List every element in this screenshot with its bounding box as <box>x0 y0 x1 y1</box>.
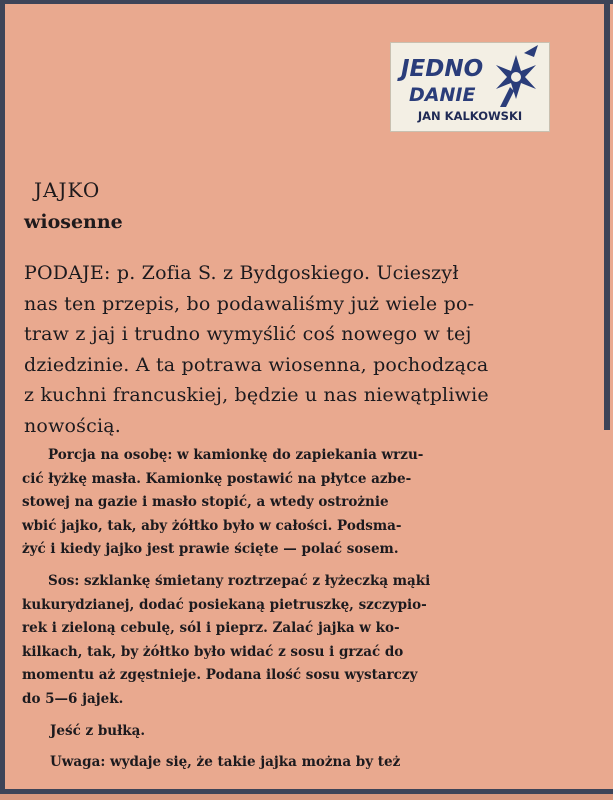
article-title: JAJKO <box>34 178 101 202</box>
article-subtitle: wiosenne <box>24 211 123 233</box>
logo-author: JAN KALKOWSKI <box>417 109 523 123</box>
lead-line: z kuchni francuskiej, będzie u nas niewątpliwie <box>24 384 489 406</box>
frame-top-border <box>0 0 613 4</box>
lead-line: dziedzinie. A ta potrawa wiosenna, pochodząca <box>24 353 489 376</box>
lead-line: nowością. <box>24 414 122 437</box>
sauce-line: kukurydzianej, dodać posiekaną pietruszkę, szczypio- <box>22 596 427 613</box>
lead-line: nas ten przepis, bo podawaliśmy już wiele po- <box>24 292 475 315</box>
serve-line: Jeść z bułką. <box>50 723 146 739</box>
portion-line: Porcja na osobę: w kamionkę do zapiekania wrzu- <box>48 447 424 463</box>
column-logo <box>390 42 550 132</box>
lead-line: traw z jaj i trudno wymyślić coś nowego w tej <box>24 323 472 345</box>
portion-line: cić łyżkę masła. Kamionkę postawić na płytce azbe- <box>22 470 412 487</box>
frame-left-border <box>0 0 5 800</box>
sauce-line: kilkach, tak, by żółtko było widać z sosu i grzać do <box>22 643 404 660</box>
sauce-line: momentu aż zgęstnieje. Podana ilość sosu wystarczy <box>22 667 418 683</box>
sauce-line: rek i zieloną cebulę, sól i pieprz. Zalać jajka w ko- <box>22 620 400 636</box>
portion-paragraph <box>22 444 592 562</box>
bottom-margin <box>0 794 613 800</box>
serve-paragraph <box>22 720 592 744</box>
note-paragraph <box>22 751 592 775</box>
flower-icon <box>496 45 538 107</box>
lead-paragraph <box>24 258 613 441</box>
logo-title-top: JEDNO <box>401 56 484 82</box>
sauce-line: do 5—6 jajek. <box>22 690 124 707</box>
portion-line: żyć i kiedy jajko jest prawie ścięte — polać sosem. <box>22 541 399 557</box>
logo-title-bottom: DANIE <box>409 84 476 106</box>
sauce-line: Sos: szklankę śmietany roztrzepać z łyżeczką mąki <box>48 573 431 589</box>
sauce-paragraph <box>22 570 592 711</box>
portion-line: wbić jajko, tak, aby żółtko było w całości. Podsma- <box>22 517 402 534</box>
lead-line: PODAJE: p. Zofia S. z Bydgoskiego. Ucieszył <box>24 262 459 284</box>
note-line: Uwaga: wydaje się, że takie jajka można by też <box>50 754 401 770</box>
portion-line: stowej na gazie i masło stopić, a wtedy ostrożnie <box>22 494 389 510</box>
